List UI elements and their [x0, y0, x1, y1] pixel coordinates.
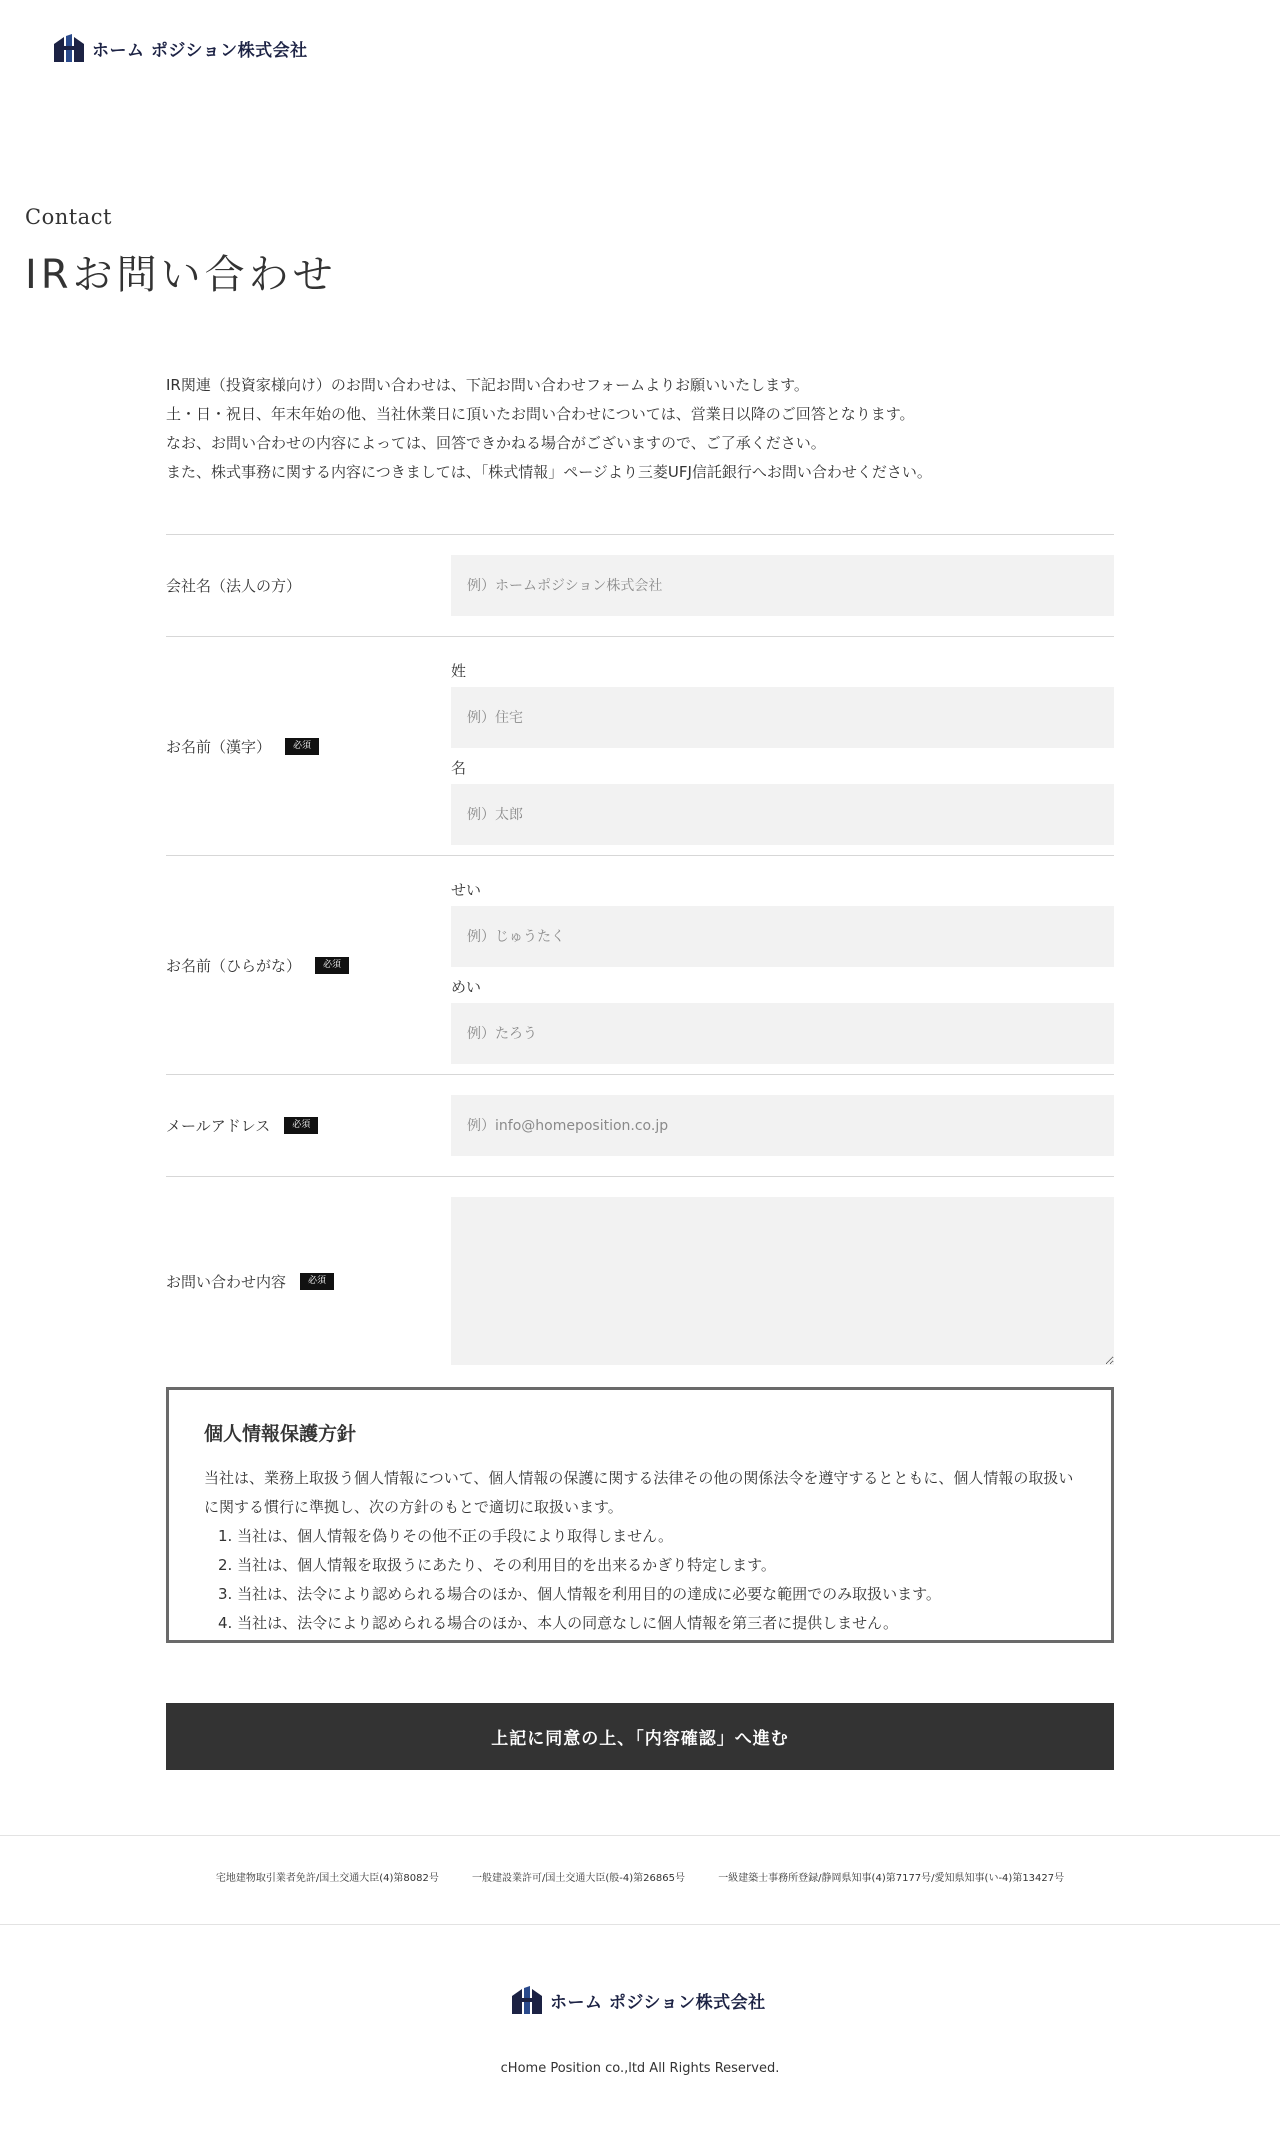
first-name-kana-input[interactable]: [451, 1003, 1114, 1064]
site-header: [54, 33, 308, 63]
license-item: 一級建築士事務所登録/静岡県知事(4)第7177号/愛知県知事(い-4)第13427号: [718, 1873, 1065, 1884]
header-logo-text: ホーム ポジション株式会社: [92, 40, 308, 61]
agree-and-confirm-button[interactable]: 上記に同意の上、「内容確認」へ進む: [166, 1703, 1114, 1770]
company-logo-icon: [54, 34, 84, 62]
email-label: メールアドレス 必須: [166, 1075, 451, 1176]
email-input[interactable]: [451, 1095, 1114, 1156]
license-info: [0, 1869, 1280, 1884]
page-eyebrow: Contact: [25, 205, 112, 229]
company-logo-icon: [512, 1986, 542, 2014]
policy-item: 1. 当社は、個人情報を偽りその他不正の手段により取得しません。: [218, 1527, 673, 1545]
privacy-policy-body: 当社は、業務上取扱う個人情報について、個人情報の保護に関する法律その他の関係法令を遵守するとともに、個人情報の取扱いに関する慣行に準拠し、次の方針のもとで適切に取扱います。: [204, 1469, 1074, 1516]
copyright: cHome Position co.,ltd All Rights Reserved.: [500, 2061, 780, 2076]
intro-line: 土・日・祝日、年末年始の他、当社休業日に頂いたお問い合わせについては、営業日以降のご回答となります。: [166, 405, 915, 423]
required-badge: 必須: [284, 1117, 318, 1134]
last-name-kanji-input[interactable]: [451, 687, 1114, 748]
footer-divider: [0, 1835, 1280, 1836]
footer-divider: [0, 1924, 1280, 1925]
policy-item: 3. 当社は、法令により認められる場合のほか、個人情報を利用目的の達成に必要な範囲でのみ取扱います。: [218, 1585, 941, 1603]
ir-contact-form: [166, 534, 1114, 1386]
intro-line: IR関連（投資家様向け）のお問い合わせは、下記お問い合わせフォームよりお願いいたします。: [166, 376, 809, 394]
first-name-kanji-input[interactable]: [451, 784, 1114, 845]
last-name-kana-input[interactable]: [451, 906, 1114, 967]
inquiry-textarea[interactable]: [451, 1197, 1114, 1365]
policy-item: 4. 当社は、法令により認められる場合のほか、本人の同意なしに個人情報を第三者に提供しません。: [218, 1614, 898, 1632]
privacy-policy-title: 個人情報保護方針: [204, 1423, 357, 1445]
form-row-name-kanji: [166, 636, 1114, 855]
form-row-name-kana: [166, 855, 1114, 1074]
footer-logo-text: ホーム ポジション株式会社: [550, 1992, 766, 2013]
inquiry-label: お問い合わせ内容 必須: [166, 1177, 451, 1386]
required-badge: 必須: [300, 1273, 334, 1290]
intro-line: なお、お問い合わせの内容によっては、回答できかねる場合がございますので、ご了承ください。: [166, 434, 826, 452]
footer-logo[interactable]: [512, 1986, 766, 2014]
header-logo[interactable]: [54, 34, 308, 62]
license-item: 一般建設業許可/国土交通大臣(般-4)第26865号: [472, 1873, 685, 1884]
company-label: 会社名（法人の方）: [166, 577, 302, 595]
form-row-inquiry: [166, 1176, 1114, 1386]
policy-item: 2. 当社は、個人情報を取扱うにあたり、その利用目的を出来るかぎり特定します。: [218, 1556, 776, 1574]
required-badge: 必須: [315, 957, 349, 974]
intro-text: [166, 371, 1126, 487]
name-kanji-label: お名前（漢字） 必須: [166, 637, 451, 855]
first-name-caption: 名: [451, 759, 467, 777]
intro-line: また、株式事務に関する内容につきましては、「株式情報」ページより三菱UFJ信託銀行へお問い合わせください。: [166, 463, 932, 481]
page-heading: [25, 205, 337, 300]
page-title: IRお問い合わせ: [25, 252, 337, 298]
required-badge: 必須: [285, 738, 319, 755]
first-name-kana-caption: めい: [451, 978, 482, 996]
last-name-caption: 姓: [451, 662, 467, 680]
privacy-policy-list: [204, 1522, 1077, 1638]
license-item: 宅地建物取引業者免許/国土交通大臣(4)第8082号: [215, 1873, 439, 1884]
name-kana-label: お名前（ひらがな） 必須: [166, 856, 451, 1074]
company-input[interactable]: [451, 555, 1114, 616]
last-name-kana-caption: せい: [451, 881, 482, 899]
form-row-email: [166, 1074, 1114, 1176]
form-row-company: [166, 534, 1114, 636]
privacy-policy-box[interactable]: [166, 1387, 1114, 1643]
